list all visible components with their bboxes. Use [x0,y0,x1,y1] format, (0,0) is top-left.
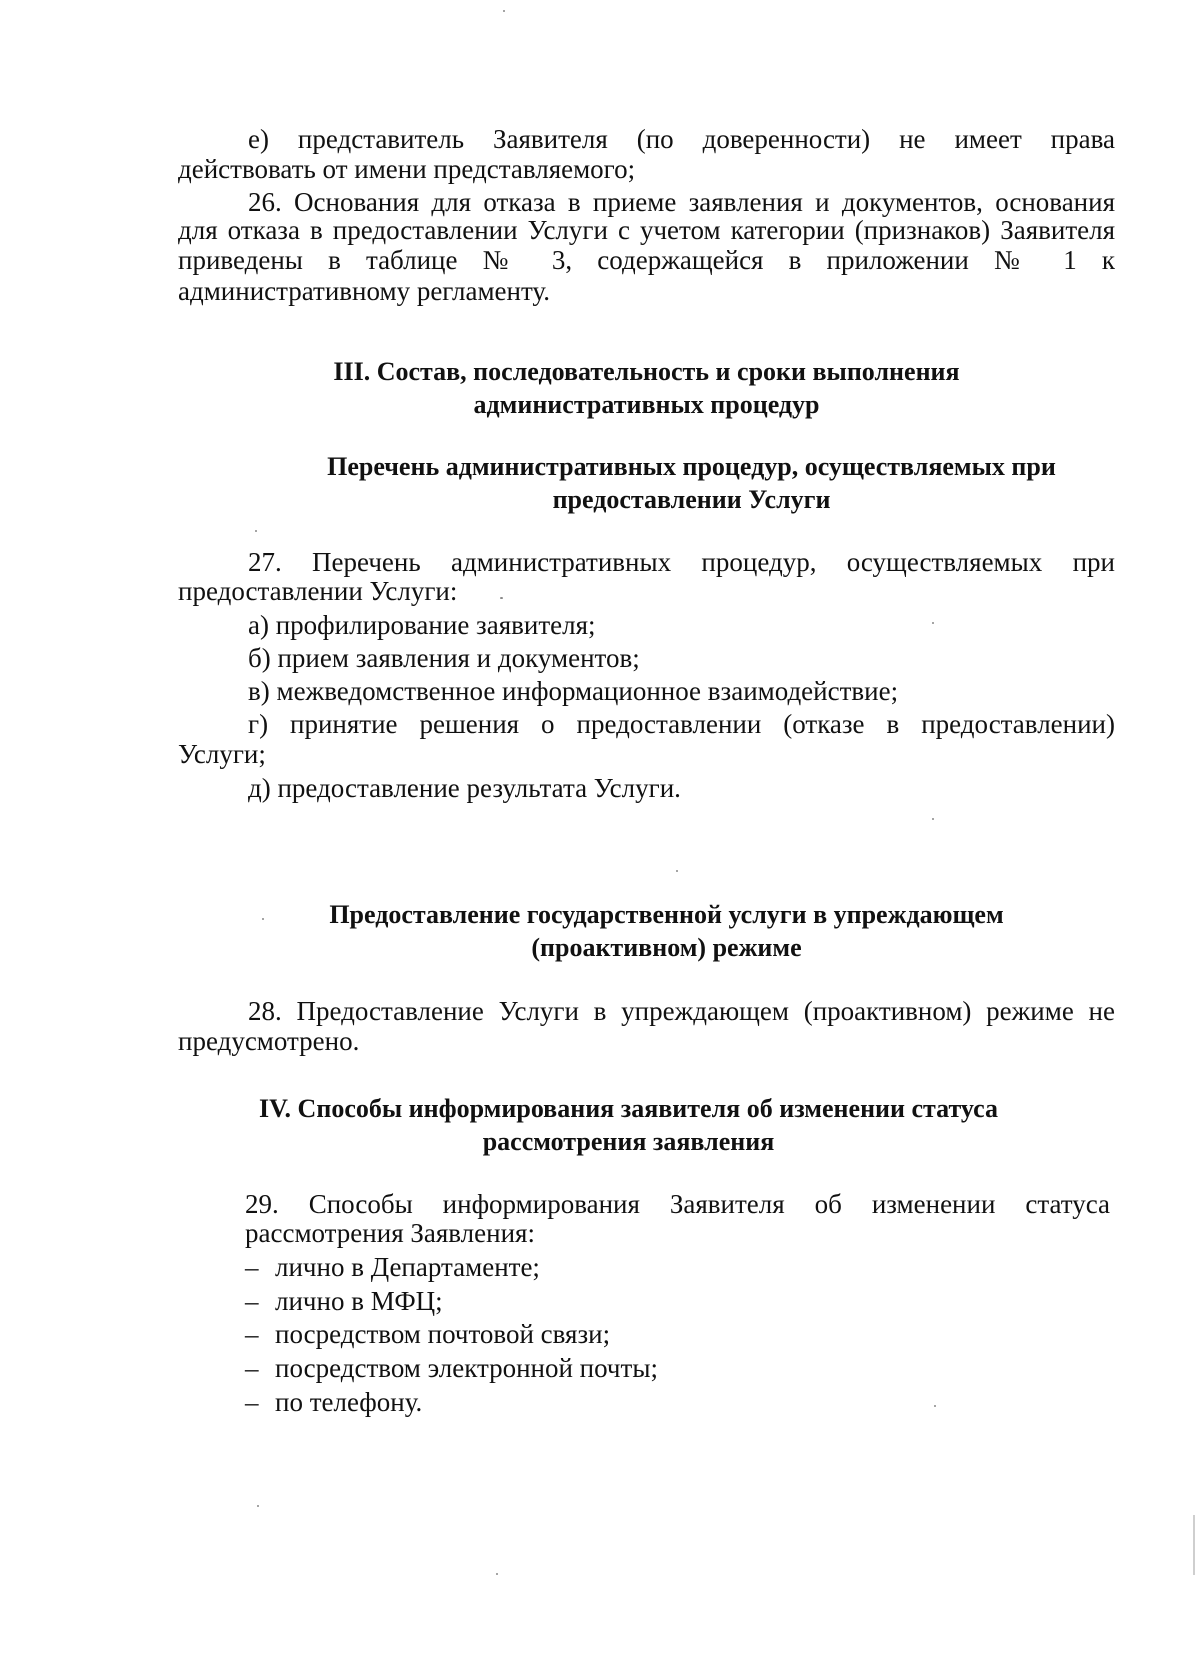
scan-speck [503,10,505,12]
section-4-heading-line2: рассмотрения заявления [482,1127,775,1156]
para-27-item-a: а) профилирование заявителя; [248,610,596,640]
proactive-subheading [178,898,1115,964]
para-27-item-g-line1: г) принятие решения о предоставлении (отказе в предоставлении) [248,709,1115,739]
para-29-line2: рассмотрения Заявления: [245,1218,535,1248]
section-4-heading [160,1092,1097,1158]
para-27-line2: предоставлении Услуги: [178,576,458,606]
list-item-text: по телефону. [275,1387,423,1417]
scan-speck [676,870,678,872]
list-item-text: посредством электронной почты; [275,1353,658,1383]
list-item [245,1318,610,1350]
list-item [245,1251,540,1283]
scan-speck [496,1573,498,1575]
para-e-line1: е) представитель Заявителя (по доверенности) не имеет права [248,124,1115,154]
scan-speck [257,1505,259,1507]
dash-marker: – [245,1319,259,1349]
para-27-item-b: б) прием заявления и документов; [248,643,640,673]
scan-speck [255,530,257,532]
para-26-line2: для отказа в предоставлении Услуги с учетом категории (признаков) Заявителя [178,215,1115,245]
para-26-line4: административному регламенту. [178,276,550,306]
dash-marker: – [245,1286,259,1316]
proactive-subheading-line2: (проактивном) режиме [531,933,802,962]
procedures-subheading [178,450,1115,516]
section-3-heading [178,355,1115,421]
scan-speck [262,918,264,920]
scan-speck [932,818,934,820]
para-28-line1: 28. Предоставление Услуги в упреждающем (проактивном) режиме не [248,996,1115,1026]
para-28-line2: предусмотрено. [178,1026,360,1056]
para-27-item-g-line2: Услуги; [178,739,266,769]
procedures-subheading-line2: предоставлении Услуги [552,485,831,514]
list-item-text: лично в Департаменте; [275,1252,540,1282]
para-27-item-v: в) межведомственное информационное взаимодействие; [248,676,899,706]
list-item [245,1285,443,1317]
list-item-text: посредством почтовой связи; [275,1319,611,1349]
dash-marker: – [245,1252,259,1282]
dash-marker: – [245,1387,259,1417]
scan-speck [500,597,503,599]
section-3-heading-line2: административных процедур [473,390,820,419]
list-item [245,1386,422,1418]
para-26-line1: 26. Основания для отказа в приеме заявления и документов, основания [248,187,1115,217]
para-26-line3: приведены в таблице № 3, содержащейся в приложении № 1 к [178,245,1115,275]
list-item-text: лично в МФЦ; [275,1286,443,1316]
scan-speck [932,622,934,624]
section-4-heading-line1: IV. Способы информирования заявителя об изменении статуса [259,1094,998,1123]
proactive-subheading-line1: Предоставление государственной услуги в упреждающем [329,900,1004,929]
section-3-heading-line1: III. Состав, последовательность и сроки выполнения [333,357,960,386]
list-item [245,1352,658,1384]
scan-speck [934,1405,936,1407]
procedures-subheading-line1: Перечень административных процедур, осуществляемых при [327,452,1056,481]
para-e-line2: действовать от имени представляемого; [178,154,636,184]
para-29-line1: 29. Способы информирования Заявителя об изменении статуса [245,1189,1110,1219]
scan-edge-mark [1193,1515,1195,1575]
dash-marker: – [245,1353,259,1383]
para-27-line1: 27. Перечень административных процедур, осуществляемых при [248,547,1115,577]
para-27-item-d: д) предоставление результата Услуги. [248,773,681,803]
